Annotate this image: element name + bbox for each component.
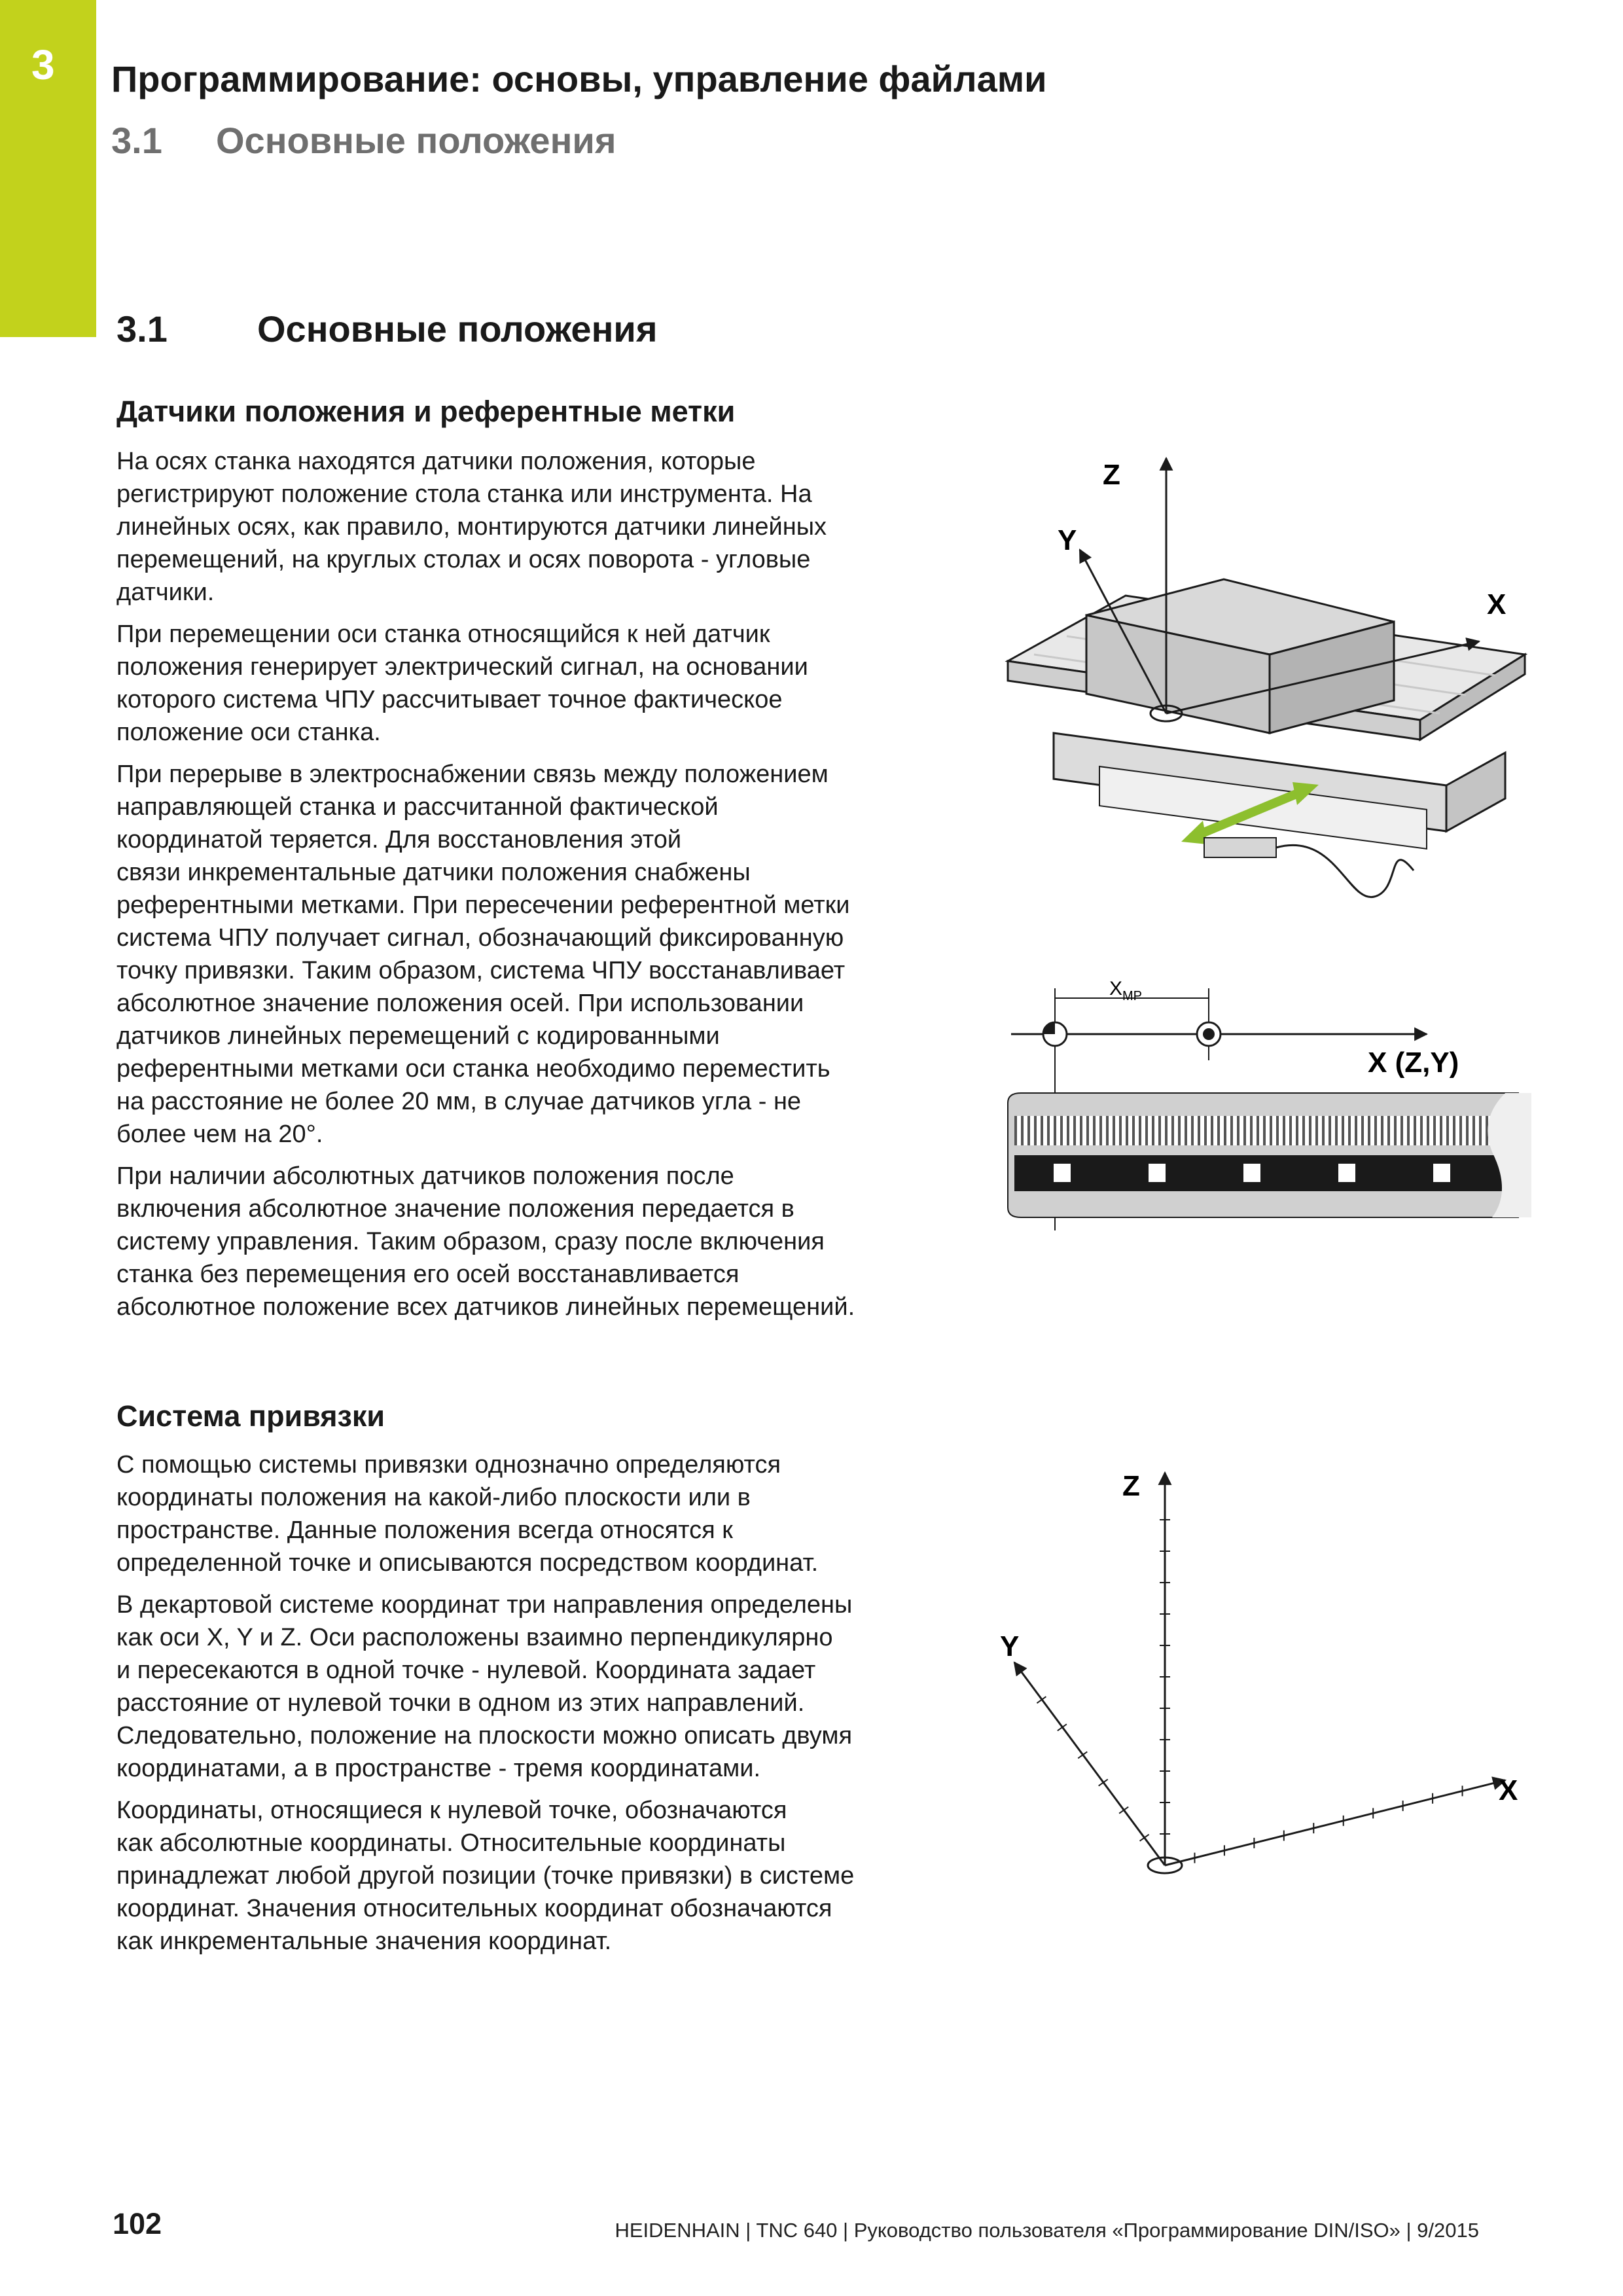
axis-tick (1140, 1835, 1149, 1841)
text-line: На осях станка находятся датчики положения, которые (116, 448, 756, 475)
text-line: на расстояние не более 20 мм, в случае датчиков угла - не (116, 1088, 802, 1115)
text-line: станка без перемещения его осей восстанавливается (116, 1261, 740, 1288)
running-header-section-title: Основные положения (216, 120, 616, 161)
text-line: регистрируют положение стола станка или инструмента. На (116, 480, 812, 508)
paragraph (116, 1794, 967, 1958)
text-block-sensors (116, 445, 967, 1333)
fig3-label-x: X (1499, 1774, 1518, 1806)
text-line: перемещений, на круглых столах и осях поворота - угловые (116, 546, 811, 573)
fig3-label-z: Z (1122, 1470, 1140, 1502)
text-line: включения абсолютное значение положения передается в (116, 1195, 794, 1223)
guide-side (1446, 753, 1505, 831)
text-line: систему управления. Таким образом, сразу после включения (116, 1228, 825, 1255)
paragraph (116, 758, 967, 1151)
subsection-heading-reference-system: Система привязки (116, 1399, 385, 1433)
text-line: как оси X, Y и Z. Оси расположены взаимно перпендикулярно (116, 1624, 833, 1651)
paragraph (116, 1588, 967, 1785)
section-number: 3.1 (116, 308, 168, 350)
text-line: координатами, а в пространстве - тремя координатами. (116, 1755, 761, 1782)
y-axis (1014, 1662, 1165, 1865)
text-line: направляющей станка и рассчитанной фактической (116, 793, 719, 821)
text-line: положения генерирует электрический сигнал, на основании (116, 653, 808, 681)
text-line: определенной точке и описываются посредством координат. (116, 1549, 819, 1577)
figure-reference-marks (995, 969, 1531, 1244)
section-heading (116, 308, 658, 350)
text-line: связи инкрементальные датчики положения снабжены (116, 859, 751, 886)
chapter-number: 3 (31, 41, 55, 88)
text-line: В декартовой системе координат три направления определены (116, 1591, 853, 1619)
paragraph (116, 1160, 967, 1323)
text-line: точку привязки. Таким образом, система ЧПУ восстанавливает (116, 957, 846, 984)
cable (1276, 845, 1414, 897)
text-line: абсолютное значение положения осей. При использовании (116, 990, 804, 1017)
fig2-label-axis: X (Z,Y) (1368, 1047, 1459, 1079)
text-line: линейных осях, как правило, монтируются датчики линейных (116, 513, 827, 541)
paragraph (116, 1448, 967, 1579)
fig1-label-y: Y (1058, 524, 1077, 556)
text-line: абсолютное положение всех датчиков линейных перемещений. (116, 1293, 855, 1321)
text-line: расстояние от нулевой точки в одном из этих направлений. (116, 1689, 805, 1717)
text-line: система ЧПУ получает сигнал, обозначающий фиксированную (116, 924, 844, 952)
text-line: координатой теряется. Для восстановления этой (116, 826, 682, 853)
fig2-label-xmp: $X_{MP}$ (1109, 978, 1143, 1003)
text-line: При перемещении оси станка относящийся к ней датчик (116, 620, 770, 648)
fig3-label-y: Y (1000, 1630, 1020, 1662)
text-line: датчиков линейных перемещений с кодированными (116, 1022, 720, 1050)
text-line: пространстве. Данные положения всегда относятся к (116, 1516, 733, 1544)
footer-text: HEIDENHAIN | TNC 640 | Руководство пользователя «Программирование DIN/ISO» | 9/2015 (615, 2219, 1479, 2242)
figure-machine-table (995, 445, 1558, 903)
running-header-title: Программирование: основы, управление файлами (111, 58, 1047, 99)
text-line: референтными метками. При пересечении референтной метки (116, 891, 850, 919)
text-line: принадлежат любой другой позиции (точке привязки) в системе (116, 1862, 855, 1890)
text-line: положение оси станка. (116, 719, 381, 746)
figure-cartesian-system (982, 1460, 1544, 1918)
text-line: как инкрементальные значения координат. (116, 1928, 612, 1955)
text-block-reference-system (116, 1448, 967, 1967)
page-number: 102 (113, 2207, 162, 2240)
text-line: Координаты, относящиеся к нулевой точке, обозначаются (116, 1797, 787, 1824)
text-line: координаты положения на какой-либо плоскости или в (116, 1484, 751, 1511)
reading-head (1204, 838, 1276, 857)
section-title: Основные положения (257, 308, 658, 350)
x-axis (1165, 1780, 1505, 1865)
text-line: более чем на 20°. (116, 1121, 323, 1148)
text-line: которого система ЧПУ рассчитывает точное фактическое (116, 686, 783, 713)
text-line: референтными метками оси станка необходимо переместить (116, 1055, 830, 1083)
text-line: и пересекаются в одной точке - нулевой. Координата задает (116, 1657, 816, 1684)
subsection-heading-sensors: Датчики положения и референтные метки (116, 395, 736, 428)
text-line: При перерыве в электроснабжении связь между положением (116, 761, 829, 788)
text-line: Следовательно, положение на плоскости можно описать двумя (116, 1722, 853, 1749)
fig1-label-z: Z (1103, 459, 1120, 491)
text-line: С помощью системы привязки однозначно определяются (116, 1451, 781, 1479)
fig1-label-x: X (1487, 588, 1507, 620)
text-line: датчики. (116, 579, 215, 606)
running-header-section-number: 3.1 (111, 120, 162, 161)
paragraph (116, 618, 967, 749)
axis-tick (1119, 1807, 1128, 1814)
text-line: При наличии абсолютных датчиков положения после (116, 1162, 734, 1190)
incremental-track (1014, 1116, 1518, 1145)
running-header-section (111, 119, 616, 162)
paragraph (116, 445, 967, 609)
text-line: как абсолютные координаты. Относительные координаты (116, 1829, 786, 1857)
text-line: координат. Значения относительных координат обозначаются (116, 1895, 832, 1922)
